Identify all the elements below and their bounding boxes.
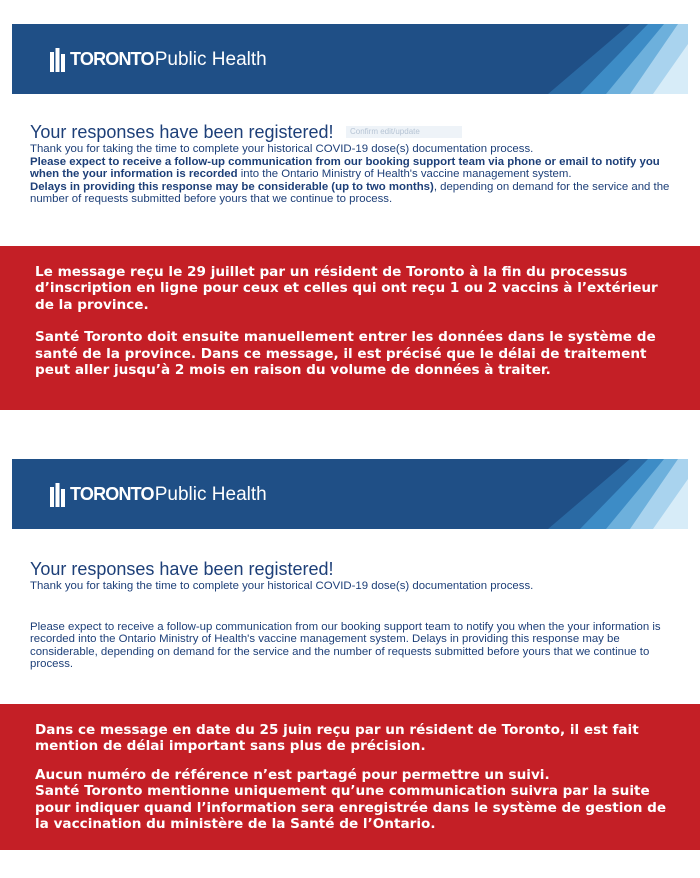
logo-brand-text: TORONTO [70, 48, 154, 69]
delays-rest-text: , depending on demand for the service and the number of requests submitted before yours that we continue to process. [30, 180, 670, 206]
commentary-paragraph: Le message reçu le 29 juillet par un résident de Toronto à la fin du processus d’inscription en ligne pour ceux et celles qui ont reçu 1 ou 2 vaccins à l’extérieur de la province. [35, 264, 658, 313]
message-title: Your responses have been registered! [30, 122, 334, 142]
confirmation-message-july [30, 122, 670, 206]
thanks-line: Thank you for taking the time to complete your historical COVID-19 dose(s) documentation process. [30, 143, 534, 155]
logo-brand-text: TORONTO [70, 483, 154, 504]
logo-product-text: Public Health [154, 483, 267, 505]
message-title: Your responses have been registered! [30, 559, 334, 579]
delays-bold-text: Delays in providing this response may be considerable (up to two months) [30, 180, 434, 193]
commentary-box-july [0, 246, 700, 410]
toronto-public-health-logo [49, 479, 267, 509]
toronto-city-hall-icon [49, 46, 67, 72]
toronto-public-health-banner [12, 459, 688, 529]
commentary-paragraph: Aucun numéro de référence n’est partagé pour permettre un suivi. [35, 766, 550, 783]
toronto-public-health-banner [12, 24, 688, 94]
thanks-line: Thank you for taking the time to complete your historical COVID-19 dose(s) documentation process. [30, 580, 534, 592]
message-body: Please expect to receive a follow-up communication from our booking support team to notify you when the your information is recorded into the Ontario Ministry of Health's vaccine management system. Delays in providing this response may be considerable, depending on demand for the service and the number of requests submitted before yours that we continue to process. [30, 620, 661, 671]
followup-rest-text: into the Ontario Ministry of Health's vaccine management system. [237, 168, 572, 181]
toronto-public-health-logo [49, 44, 267, 74]
commentary-paragraph: Dans ce message en date du 25 juin reçu par un résident de Toronto, il est fait mention de délai important sans plus de précision. [35, 722, 639, 755]
toronto-city-hall-icon [49, 481, 67, 507]
commentary-paragraph: Santé Toronto doit ensuite manuellement entrer les données dans le système de santé de la province. Dans ce message, il est précisé que le délai de traitement peut aller jusqu’à 2 mois en raison du volume de données à traiter. [35, 329, 656, 379]
faint-overlay-text: Confirm edit/update [346, 126, 462, 138]
confirmation-message-june [30, 559, 670, 671]
followup-bold-text: Please expect to receive a follow-up communication from our booking support team via phone or email to notify you when the your information is recorded [30, 155, 660, 181]
banner-stripes-graphic [488, 24, 688, 94]
banner-stripes-graphic [488, 459, 688, 529]
commentary-box-june [0, 704, 700, 850]
commentary-paragraph: Santé Toronto mentionne uniquement qu’une communication suivra par la suite pour indiquer quand l’information sera enregistrée dans le système de gestion de la vaccination du ministère de la Santé de l’Ontario. [35, 783, 667, 833]
logo-product-text: Public Health [154, 48, 267, 70]
